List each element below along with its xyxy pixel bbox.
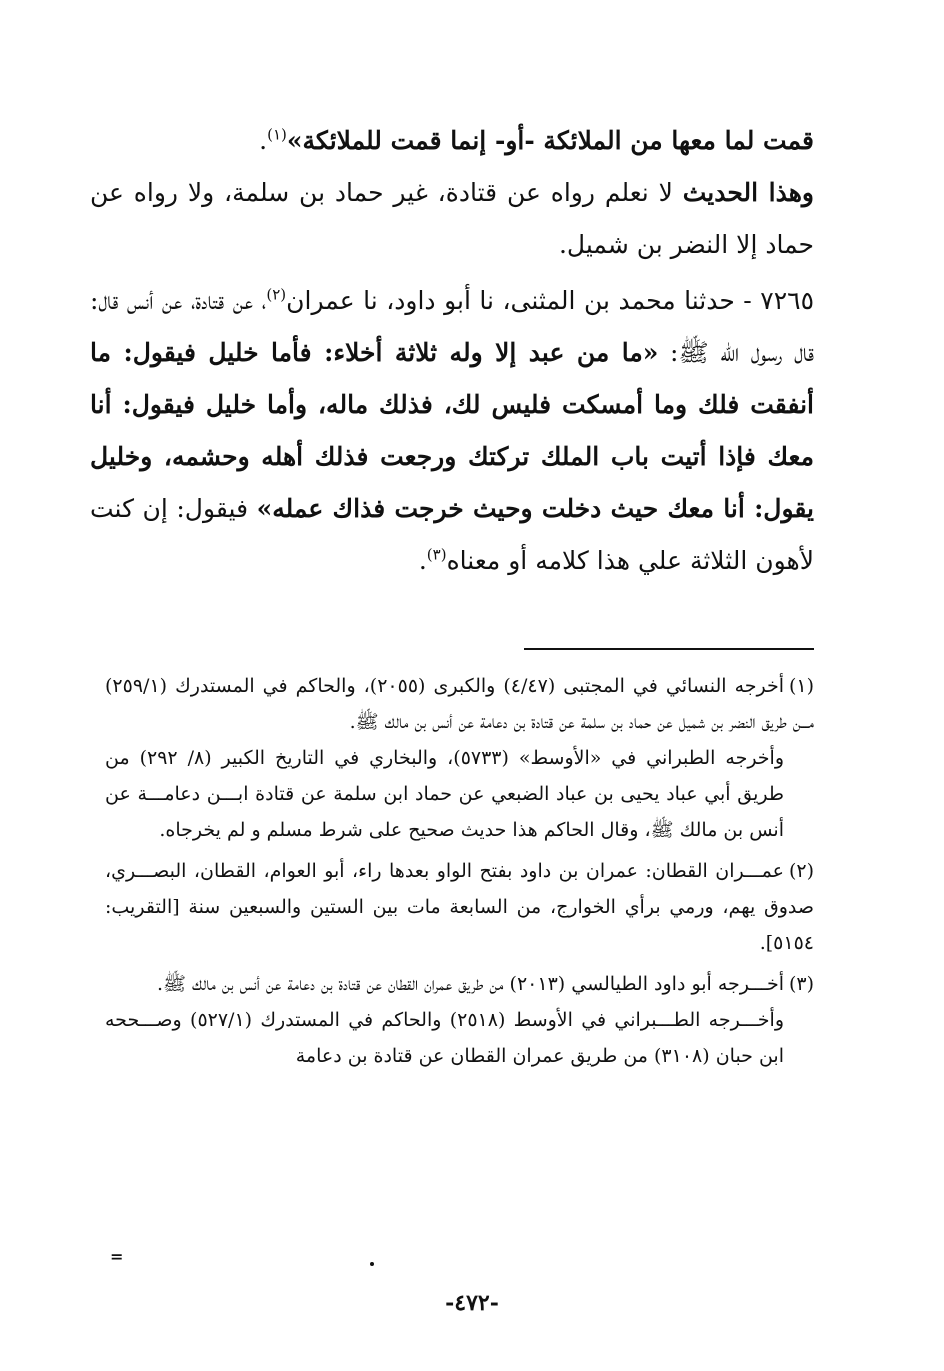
footnote-3: (٣)أخـــرجه أبو داود الطيالسي (٢٠١٣) من طريق عمران القطان عن قتادة بن دعامة عن أنس بن مالك ﷺ. وأخـــرجه الطـــبراني في الأوسط (٢٥١٨) والحاكم في المستدرك (٥٢٧/١) وصـــححه ابن حبان (٣١٠٨) من طريق عمران القطان عن قتادة بن دعامة xyxy=(105,973,814,1067)
footnote-divider xyxy=(524,648,814,650)
hadith-7265: ٧٢٦٥ - حدثنا محمد بن المثنى، نا أبو داود، نا عمران$^{(٢)}$، عن قتادة، عن أنس قال: قال رسول الله ﷺ: «ما من عبد إلا وله ثلاثة أخلاء: فأما خليل فيقول: ما أنفقت فلك وما أمسكت فليس لك، فذلك ماله، وأما خليل فيقول: أنا معك فإذا أتيت باب الملك تركتك ورجعت فذلك أهله وحشمه، وخليل يقول: أنا معك حيث دخلت وحيث خرجت فذاك عمله» فيقول: إن كنت لأهون الثلاثة علي هذا كلامه أو معناه$^{(٣)}$. xyxy=(90,285,815,575)
footnote-2: (٢)عمـــران القطان: عمران بن داود بفتح الواو بعدها راء، أبو العوام، القطان، البصـــري، صدوق يهم، ورمي برأي الخوارج، من السابعة مات بين الستين والسبعين سنة [التقريب: ٥١٥٤]. xyxy=(105,860,814,954)
footnotes xyxy=(105,668,814,1079)
page-number: -٤٧٢- xyxy=(445,1290,499,1316)
footnote-1: (١)أخرجه النسائي في المجتبى (٤/٤٧) والكبرى (٢٠٥٥)، والحاكم في المستدرك (٢٥٩/١) مـــن طريق النضر بن شميل عن حماد بن سلمة عن قتادة بن دعامة عن أنس بن مالك ﷺ. وأخرجه الطبراني في «الأوسط» (٥٧٣٣)، والبخاري في التاريخ الكبير (٨/ ٢٩٢) من طريق أبي عباد يحيى بن عباد الضبعي عن حماد ابن سلمة عن قتادة ابـــن دعامـــة عن أنس بن مالك ﷺ، وقال الحاكم هذا حديث صحيح على شرط مسلم و لم يخرجاه. xyxy=(105,675,815,841)
line-1: قمت لما معها من الملائكة -أو- إنما قمت للملائكة»$^{(١)}$. xyxy=(259,125,814,155)
continuation-mark: = xyxy=(110,1247,124,1266)
main-text xyxy=(90,115,814,587)
paragraph-2: وهذا الحديث لا نعلم رواه عن قتادة، غير حماد بن سلمة، ولا رواه عن حماد إلا النضر بن شميل. xyxy=(90,178,815,259)
ink-dot xyxy=(370,1262,374,1266)
